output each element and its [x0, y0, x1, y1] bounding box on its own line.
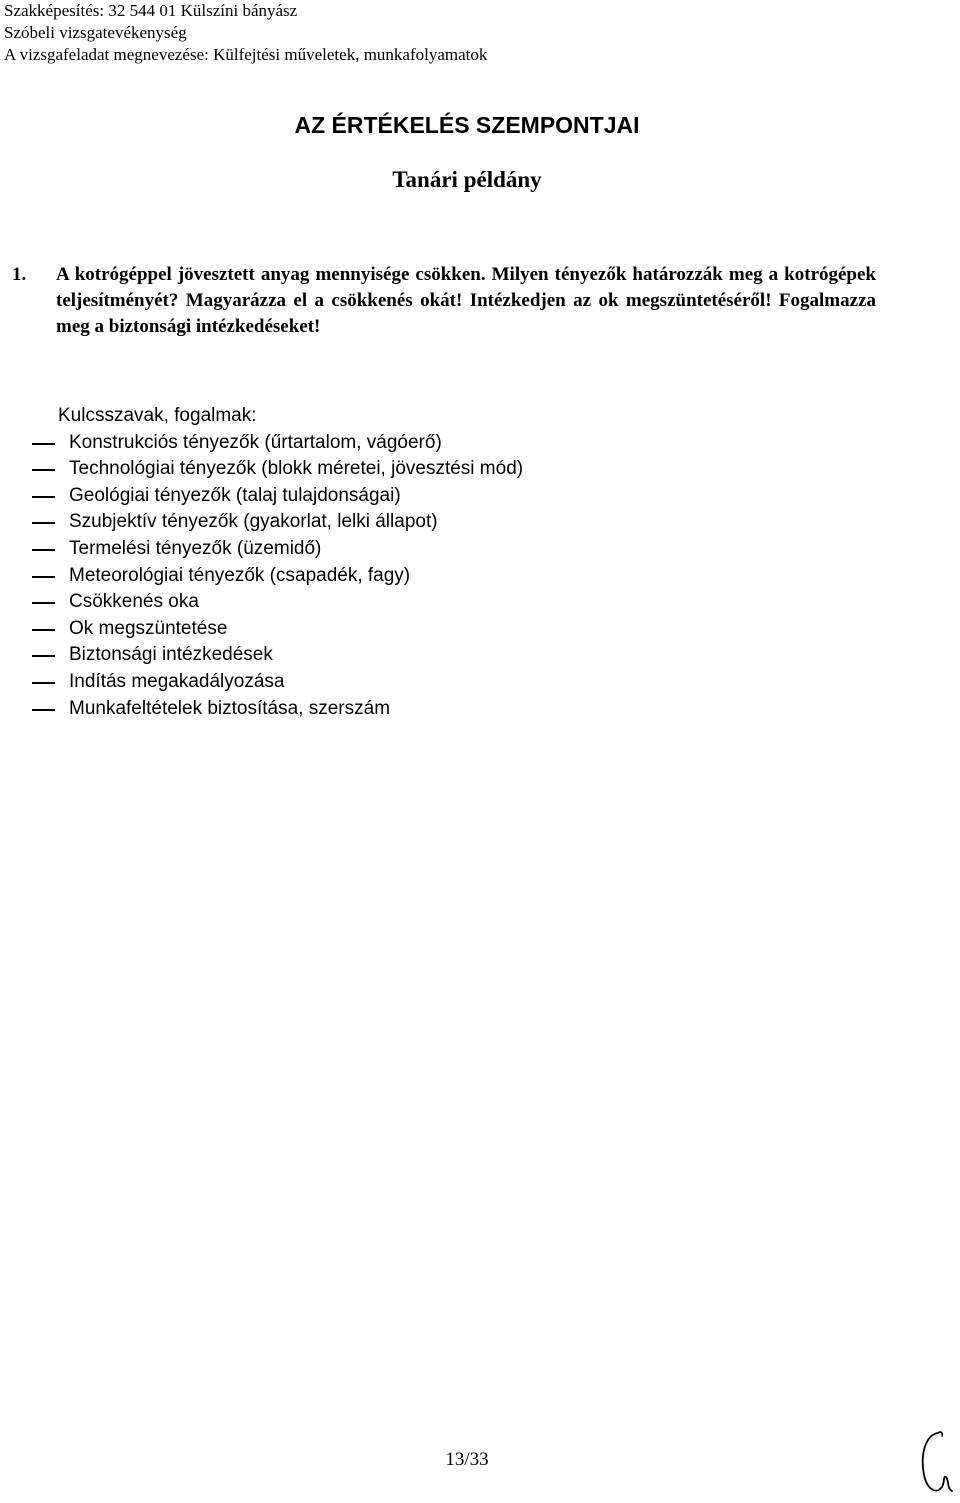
signature-icon — [916, 1425, 956, 1500]
page-title: AZ ÉRTÉKELÉS SZEMPONTJAI — [294, 112, 640, 138]
keywords-list — [58, 430, 523, 723]
list-item — [0, 509, 523, 536]
list-item-text: Indítás megakadályozása — [69, 670, 285, 692]
document-header — [4, 0, 487, 66]
question-text: A kotrógéppel jövesztett anyag mennyisége csökken. Milyen tényezők határozzák meg a kotrógépek teljesítményét? Magyarázza el a csökkenés okát! Intézkedjen az ok megszüntetéséről! Fogalmazza meg a biztonsági intézkedéseket! — [56, 264, 876, 337]
keywords-heading: Kulcsszavak, fogalmak: — [58, 405, 257, 426]
page-subtitle: Tanári példány — [392, 167, 542, 192]
keywords-section — [58, 403, 523, 722]
list-item — [0, 616, 523, 643]
dash-bullet-icon — [32, 655, 55, 657]
list-item — [0, 669, 523, 696]
list-item-text: Csökkenés oka — [69, 591, 199, 613]
list-item-text: Ok megszüntetése — [69, 617, 228, 639]
dash-bullet-icon — [32, 496, 55, 498]
question-number: 1. — [12, 264, 27, 285]
list-item-text: Termelési tényezők (üzemidő) — [69, 537, 322, 559]
list-item — [0, 430, 523, 457]
list-item-text: Biztonsági intézkedések — [69, 644, 273, 666]
page-number: 13/33 — [445, 1449, 489, 1470]
dash-bullet-icon — [32, 629, 55, 631]
dash-bullet-icon — [32, 709, 55, 711]
list-item-text: Geológiai tényezők (talaj tulajdonságai) — [69, 484, 401, 506]
dash-bullet-icon — [32, 576, 55, 578]
dash-bullet-icon — [32, 602, 55, 604]
dash-bullet-icon — [32, 443, 55, 445]
list-item-text: Konstrukciós tényezők (űrtartalom, vágóerő) — [69, 431, 442, 453]
header-task-name: A vizsgafeladat megnevezése: Külfejtési műveletek, munkafolyamatok — [4, 45, 488, 64]
question-block — [12, 262, 876, 340]
list-item — [0, 456, 523, 483]
dash-bullet-icon — [32, 549, 55, 551]
list-item-text: Technológiai tényezők (blokk méretei, jövesztési mód) — [69, 458, 524, 480]
header-exam-type: Szóbeli vizsgatevékenység — [4, 23, 187, 42]
list-item-text: Meteorológiai tényezők (csapadék, fagy) — [69, 564, 411, 586]
header-qualification: Szakképesítés: 32 544 01 Külszíni bányász — [4, 1, 298, 20]
list-item — [0, 696, 523, 723]
list-item — [0, 589, 523, 616]
dash-bullet-icon — [32, 682, 55, 684]
list-item — [0, 483, 523, 510]
dash-bullet-icon — [32, 469, 55, 471]
list-item-text: Munkafeltételek biztosítása, szerszám — [69, 697, 391, 719]
list-item — [0, 642, 523, 669]
dash-bullet-icon — [32, 522, 55, 524]
list-item-text: Szubjektív tényezők (gyakorlat, lelki állapot) — [69, 511, 438, 533]
list-item — [0, 563, 523, 590]
list-item — [0, 536, 523, 563]
